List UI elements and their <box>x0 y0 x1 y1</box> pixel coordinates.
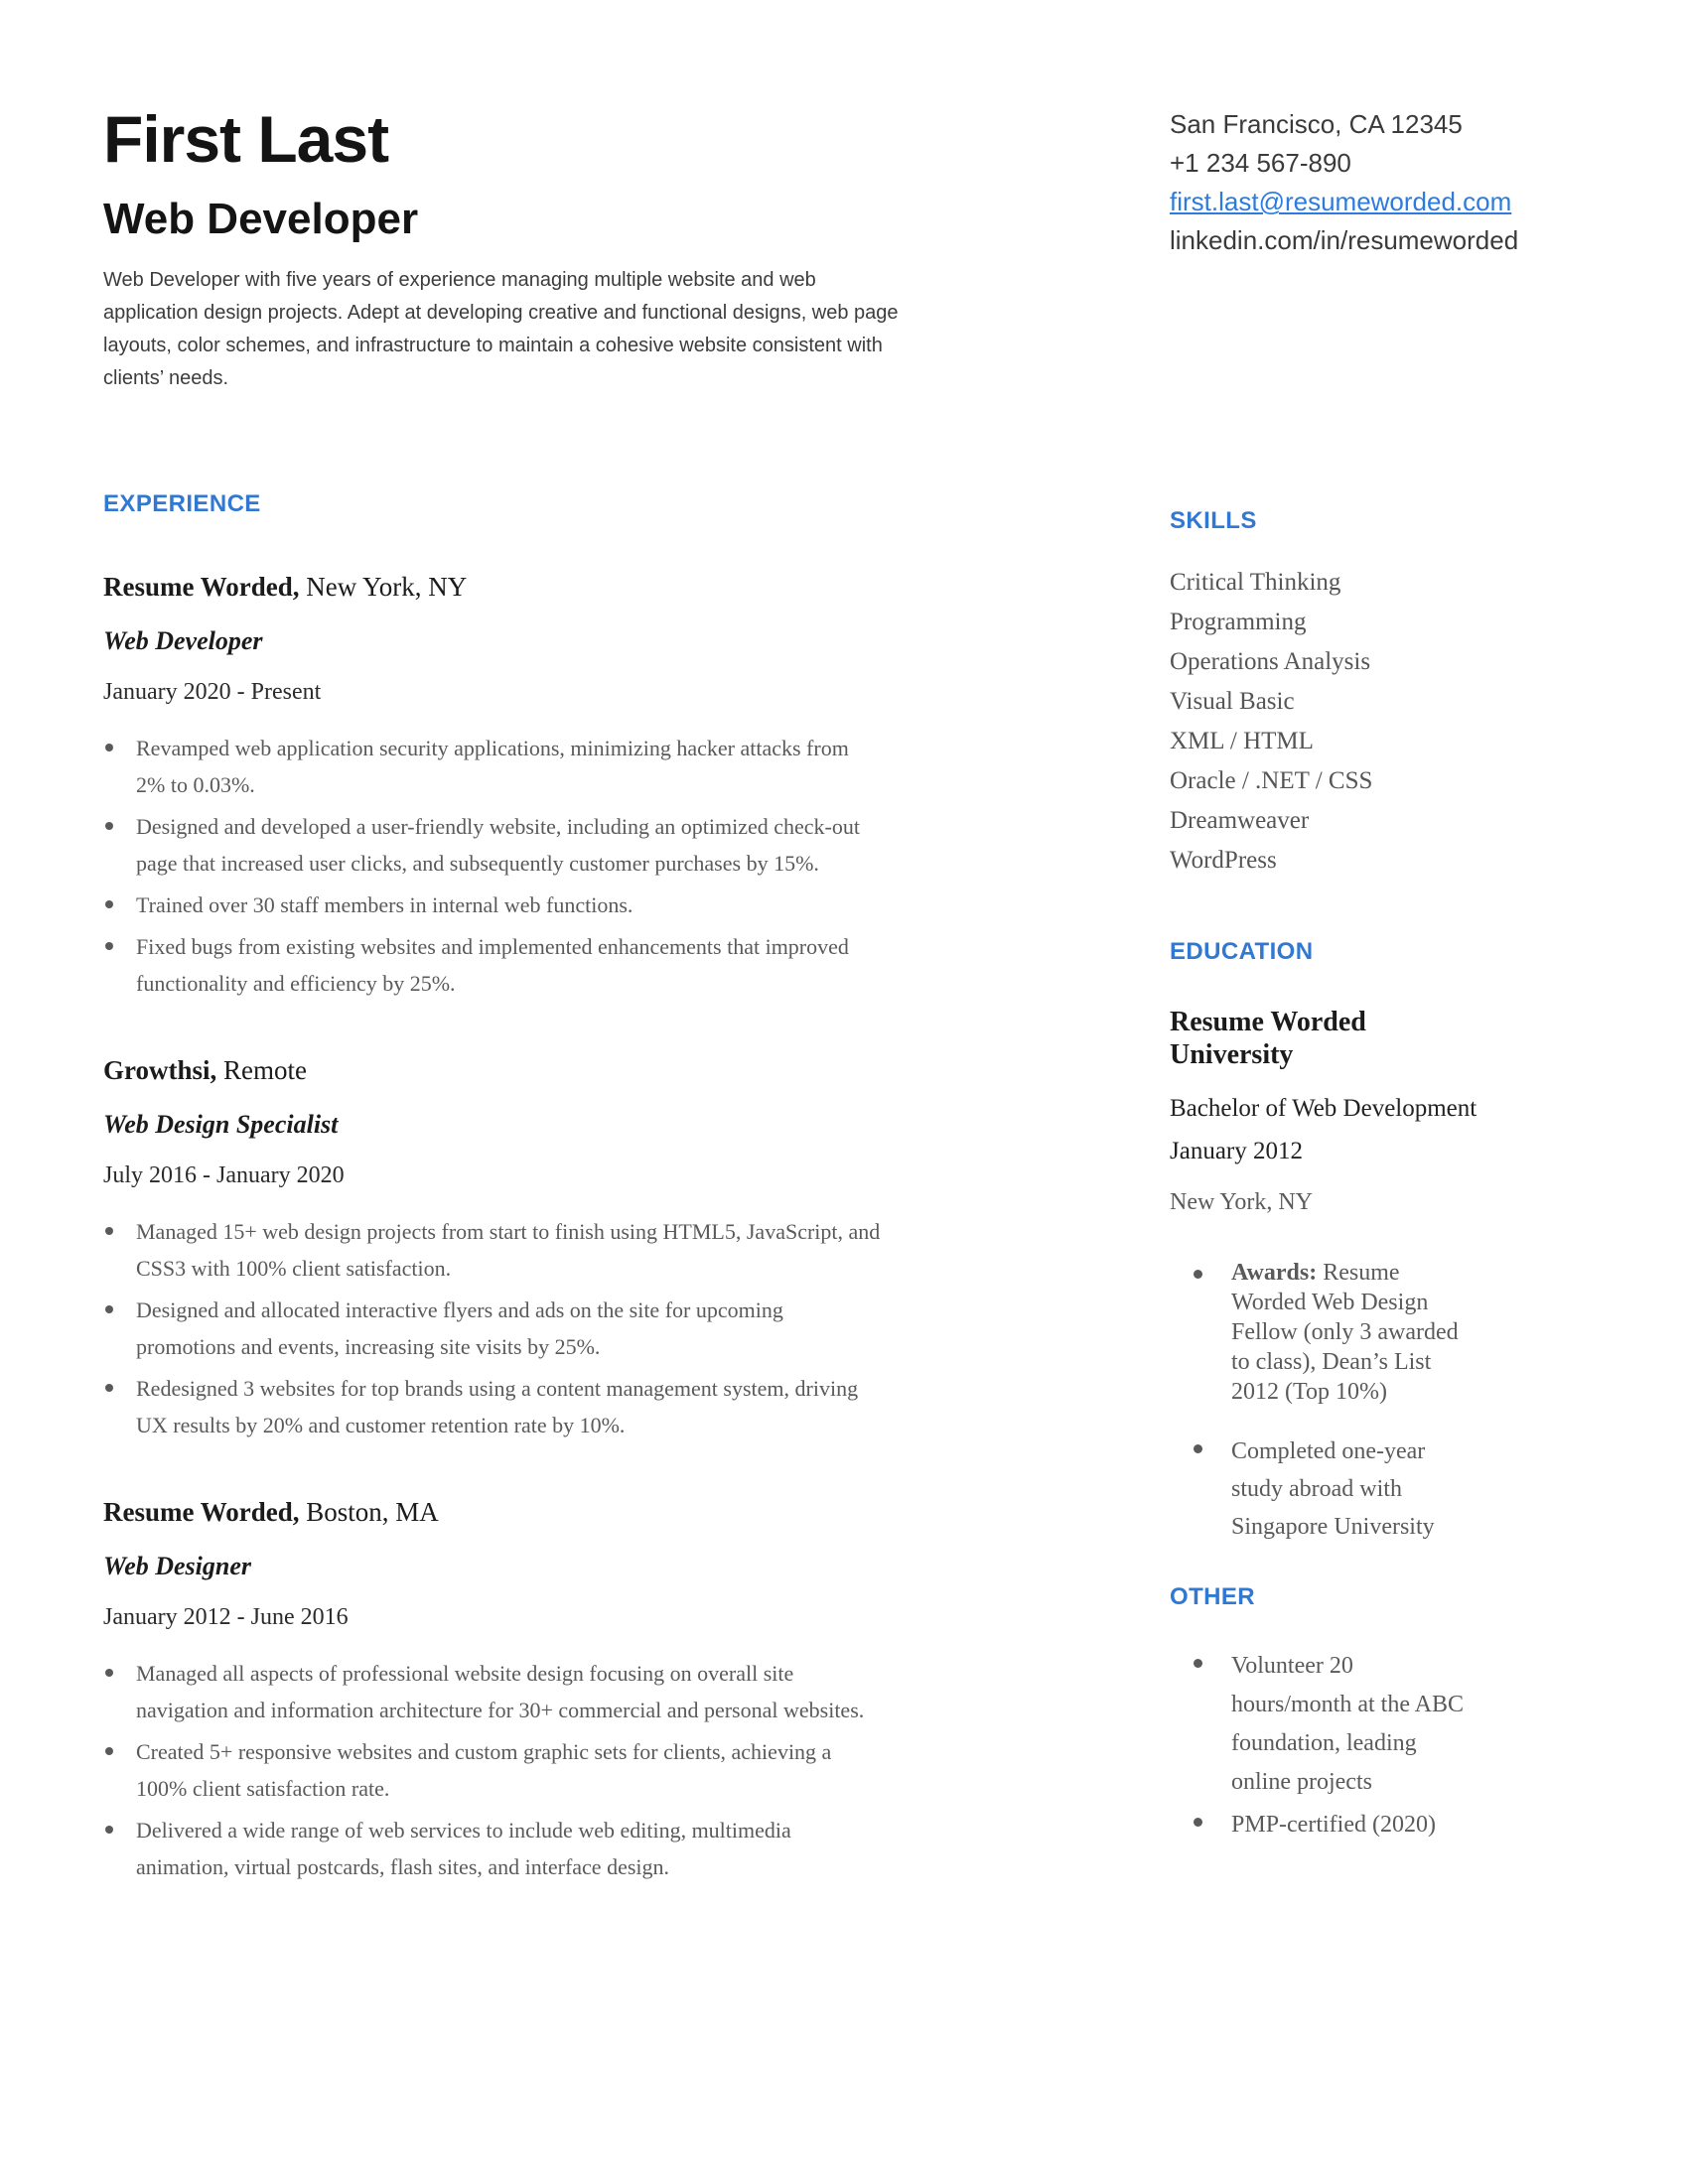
job-entry <box>103 1497 910 1885</box>
job-bullet: Managed all aspects of professional website design focusing on overall site navigation and information architecture for 30+ commercial and personal websites. <box>103 1655 881 1728</box>
company-name: Growthsi, <box>103 1054 217 1085</box>
bullet-text: Completed one-year study abroad with Singapore University <box>1231 1438 1435 1540</box>
person-job-title: Web Developer <box>103 195 419 244</box>
company-line <box>103 1055 910 1086</box>
education-date: January 2012 <box>1170 1138 1303 1164</box>
job-bullet: Fixed bugs from existing websites and implemented enhancements that improved functionality and efficiency by 25%. <box>103 928 881 1002</box>
other-bullet: PMP-certified (2020) <box>1170 1806 1479 1844</box>
education-location: New York, NY <box>1170 1189 1314 1215</box>
company-location: New York, NY <box>306 571 468 602</box>
job-bullet-list <box>103 1213 881 1443</box>
skill-item: WordPress <box>1170 847 1277 874</box>
job-entry <box>103 572 910 1002</box>
other-heading: OTHER <box>1170 1583 1255 1610</box>
job-bullet: Designed and allocated interactive flyers and ads on the site for upcoming promotions and events, increasing site visits by 25%. <box>103 1292 881 1365</box>
job-bullet: Trained over 30 staff members in internal web functions. <box>103 887 881 923</box>
job-title: Web Design Specialist <box>103 1109 339 1139</box>
education-bullet <box>1170 1258 1479 1407</box>
company-line <box>103 572 910 603</box>
company-location: Remote <box>223 1054 307 1085</box>
company-name: Resume Worded, <box>103 571 300 602</box>
summary-paragraph: Web Developer with five years of experience managing multiple website and web application design projects. Adept at developing creative and functional designs, web page layouts, color schemes, and infrastructure to maintain a cohesive website consistent with clients’ needs. <box>103 268 899 389</box>
skill-item: Oracle / .NET / CSS <box>1170 767 1373 794</box>
job-title: Web Designer <box>103 1551 252 1580</box>
email-link[interactable]: first.last@resumeworded.com <box>1170 187 1512 216</box>
company-line <box>103 1497 910 1528</box>
company-location: Boston, MA <box>306 1496 439 1527</box>
skill-item: Critical Thinking <box>1170 569 1341 596</box>
job-entry <box>103 1055 910 1443</box>
side-column <box>1170 0 1527 1844</box>
school-name: Resume Worded University <box>1170 1007 1366 1070</box>
bullet-text: Resume Worded Web Design Fellow (only 3 awarded to class), Dean’s List 2012 (Top 10%) <box>1231 1260 1459 1405</box>
skill-item: Dreamweaver <box>1170 807 1310 834</box>
contact-phone: +1 234 567-890 <box>1170 148 1351 178</box>
job-bullet-list <box>103 730 881 1002</box>
job-bullet: Delivered a wide range of web services to include web editing, multimedia animation, virtual postcards, flash sites, and interface design. <box>103 1812 881 1885</box>
job-bullet: Redesigned 3 websites for top brands using a content management system, driving UX results by 20% and customer retention rate by 10%. <box>103 1370 881 1443</box>
person-name: First Last <box>103 102 389 176</box>
job-bullet: Revamped web application security applications, minimizing hacker attacks from 2% to 0.03%. <box>103 730 881 803</box>
contact-linkedin: linkedin.com/in/resumeworded <box>1170 225 1519 255</box>
job-bullet-list <box>103 1655 881 1885</box>
other-bullet: Volunteer 20 hours/month at the ABC foundation, leading online projects <box>1170 1647 1479 1802</box>
job-bullet: Designed and developed a user-friendly website, including an optimized check-out page that increased user clicks, and subsequently customer purchases by 15%. <box>103 808 881 882</box>
job-title: Web Developer <box>103 625 263 655</box>
job-bullet: Managed 15+ web design projects from start to finish using HTML5, JavaScript, and CSS3 with 100% client satisfaction. <box>103 1213 881 1287</box>
job-dates: July 2016 - January 2020 <box>103 1161 345 1188</box>
skill-item: XML / HTML <box>1170 728 1314 754</box>
other-bullet-list <box>1170 1647 1527 1844</box>
education-bullet-list <box>1170 1258 1527 1546</box>
skills-heading: SKILLS <box>1170 507 1257 534</box>
contact-location: San Francisco, CA 12345 <box>1170 109 1463 139</box>
job-dates: January 2012 - June 2016 <box>103 1603 349 1630</box>
company-name: Resume Worded, <box>103 1496 300 1527</box>
skill-item: Programming <box>1170 609 1307 635</box>
job-dates: January 2020 - Present <box>103 678 322 705</box>
job-bullet: Created 5+ responsive websites and custom graphic sets for clients, achieving a 100% client satisfaction rate. <box>103 1733 881 1807</box>
education-bullet <box>1170 1433 1479 1546</box>
bullet-bold-prefix: Awards: <box>1231 1260 1318 1286</box>
contact-block <box>1170 105 1527 260</box>
skills-list <box>1170 563 1527 881</box>
skill-item: Operations Analysis <box>1170 648 1371 675</box>
skill-item: Visual Basic <box>1170 688 1295 715</box>
degree: Bachelor of Web Development <box>1170 1095 1477 1122</box>
experience-heading: EXPERIENCE <box>103 489 261 517</box>
main-column <box>103 0 910 1890</box>
education-heading: EDUCATION <box>1170 938 1314 965</box>
